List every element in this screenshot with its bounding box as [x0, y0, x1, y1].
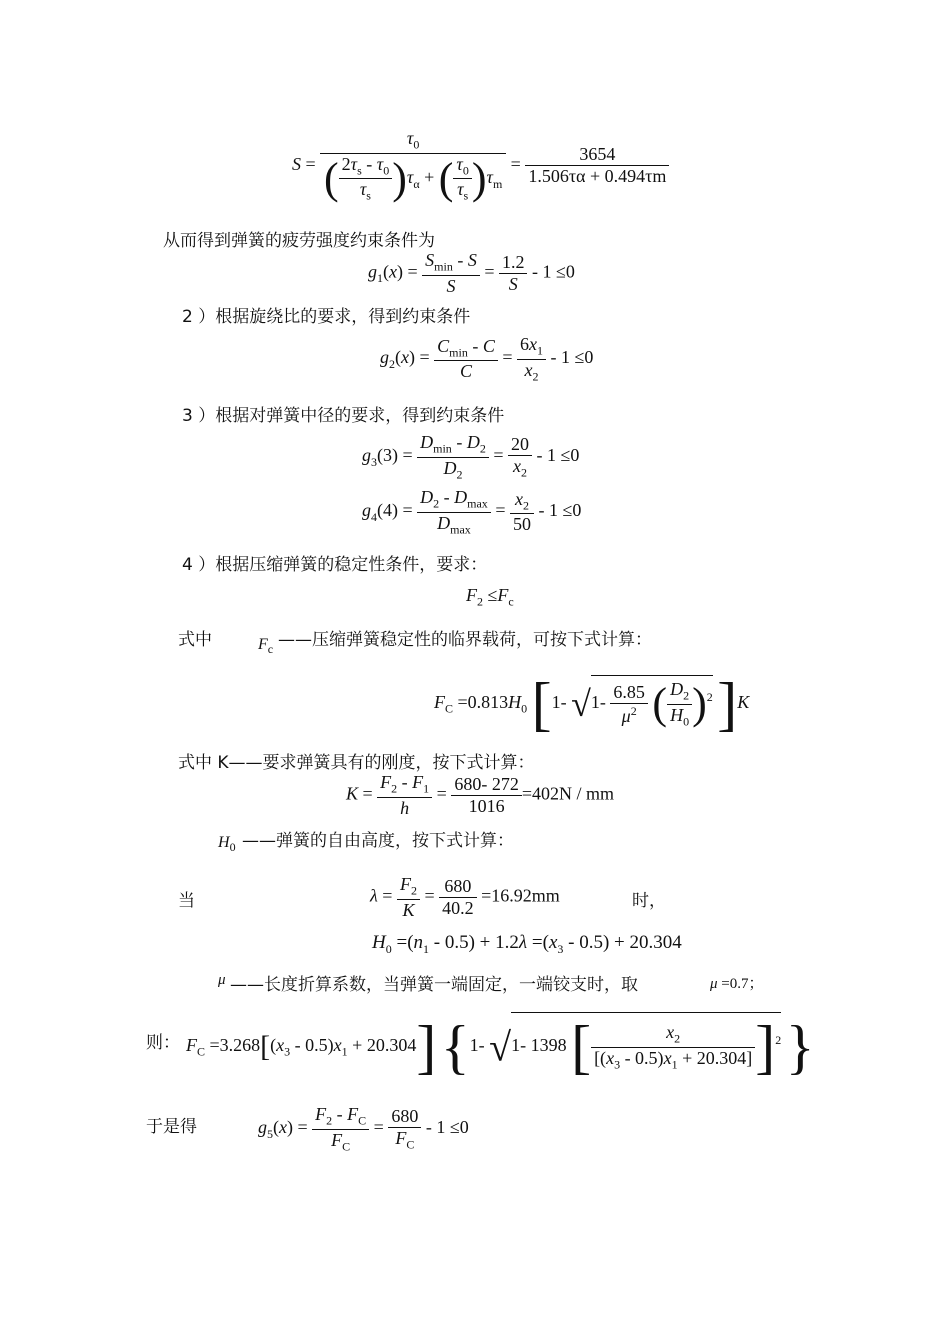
equation-free-height: $H_0 =(n_1 - 0.5) + 1.2\lambda =(x_3 - 0.5) + 20.304$: [372, 932, 682, 956]
eq11-den: 40.2: [442, 897, 474, 918]
equation-g1: $g_1(x)$ = $\frac{S_{min} - S}{S}$ = $\frac{1.2}{S}$ - 1 ≤0: [368, 250, 575, 296]
text-when: 当: [178, 891, 195, 911]
text-time: 时，: [632, 891, 666, 911]
eq9-den: 1016: [468, 795, 505, 816]
eq15-num: 680: [388, 1106, 421, 1128]
text-where-1: 式中: [178, 630, 212, 650]
eq4-num: 20: [508, 434, 532, 456]
eq1-numerator: 3654: [525, 144, 669, 166]
eq11-result: =16.92mm: [481, 885, 560, 906]
text-free-height: ——弹簧的自由高度，按下式计算：: [242, 831, 514, 851]
equation-g3: $g_3(3)$ = $\frac{D_{min} - D_2}{D_2}$ = $\frac{20}{x_2}$ - 1 ≤0: [362, 432, 580, 482]
text-mean-diameter: 3 ）根据对弹簧中径的要求，得到约束条件: [182, 406, 505, 426]
eq2-num: 1.2: [499, 252, 528, 274]
eq9-num: 680- 272: [451, 774, 522, 796]
equation-lambda: λ = $\frac{F_2}{K}$ = $\frac{680}{40.2}$ =16.92mm: [370, 874, 560, 920]
text-stiffness: 式中 K——要求弹簧具有的刚度，按下式计算：: [178, 753, 535, 773]
equation-stability-condition: $F_2 \le F_c$: [466, 585, 514, 609]
eq2-tail: - 1 ≤0: [531, 261, 575, 282]
eq4-tail: - 1 ≤0: [536, 445, 580, 466]
equation-fc-expanded: $F_C =3.268[(x_3 - 0.5)x_1 + 20.304]$ {1- √1- 1398 [ $\frac{x_2}{[(x_3 - 0.5)x_1 + 20.304]}$ ]$^2$ }: [186, 1014, 815, 1080]
text-stability: 4 ）根据压缩弹簧的稳定性条件，要求：: [182, 555, 488, 575]
equation-g2: $g_2(x)$ = $\frac{C_{min} - C}{C}$ = $\frac{6x_1}{x_2}$ - 1 ≤0: [380, 334, 594, 384]
eq15-tail: - 1 ≤0: [425, 1117, 469, 1138]
text-fatigue-constraint: 从而得到弹簧的疲劳强度约束条件为: [163, 231, 435, 251]
equation-critical-load: $F_C =0.813H_0$ [1- √1- $\frac{6.85}{\mu^2}$ ( $\frac{D_2}{H_0}$ )$^2$ ]K: [434, 671, 750, 737]
equation-g4: $g_4(4)$ = $\frac{D_2 - D_{max}}{D_{max}}$ = $\frac{x_2}{50}$ - 1 ≤0: [362, 487, 582, 537]
equation-g5: $g_5(x)$ = $\frac{F_2 - F_C}{F_C}$ = $\frac{680}{F_C}$ - 1 ≤0: [258, 1104, 469, 1154]
symbol-fc: $F_c$: [258, 636, 274, 657]
value-mu: μ =0.7；: [710, 976, 764, 992]
symbol-mu: μ: [218, 972, 226, 988]
text-spring-index: 2 ）根据旋绕比的要求，得到约束条件: [182, 307, 471, 327]
eq5-den: 50: [512, 514, 531, 535]
symbol-h0: $H_0$: [218, 834, 236, 855]
eq5-tail: - 1 ≤0: [538, 500, 582, 521]
eq2-den: S: [508, 273, 518, 294]
text-hence: 于是得: [146, 1117, 197, 1137]
equation-stiffness: K = $\frac{F_2 - F_1}{h}$ = $\frac{680- 272}{1016}$ =402N / mm: [346, 772, 614, 818]
text-then: 则：: [146, 1033, 180, 1053]
eq11-num: 680: [439, 876, 477, 898]
eq1-denominator: 1.506τα + 0.494τm: [528, 166, 667, 187]
eq3-tail: - 1 ≤0: [550, 347, 594, 368]
eq9-result: =402N / mm: [521, 783, 614, 804]
equation-safety-factor: S = $\tau_0$ ( $\frac{2\tau_s - \tau_0}{\tau_s}$ )$\tau_\alpha$ + ( $\frac{\tau_0}{\tau_s}$ )$\tau_m$ = $\frac{3654}{1.506\tau\alpha + 0.494\tau m}$: [292, 128, 669, 204]
text-critical-load: ——压缩弹簧稳定性的临界载荷，可按下式计算：: [278, 630, 652, 650]
text-length-factor: ——长度折算系数，当弹簧一端固定，一端铰支时，取: [230, 975, 638, 995]
